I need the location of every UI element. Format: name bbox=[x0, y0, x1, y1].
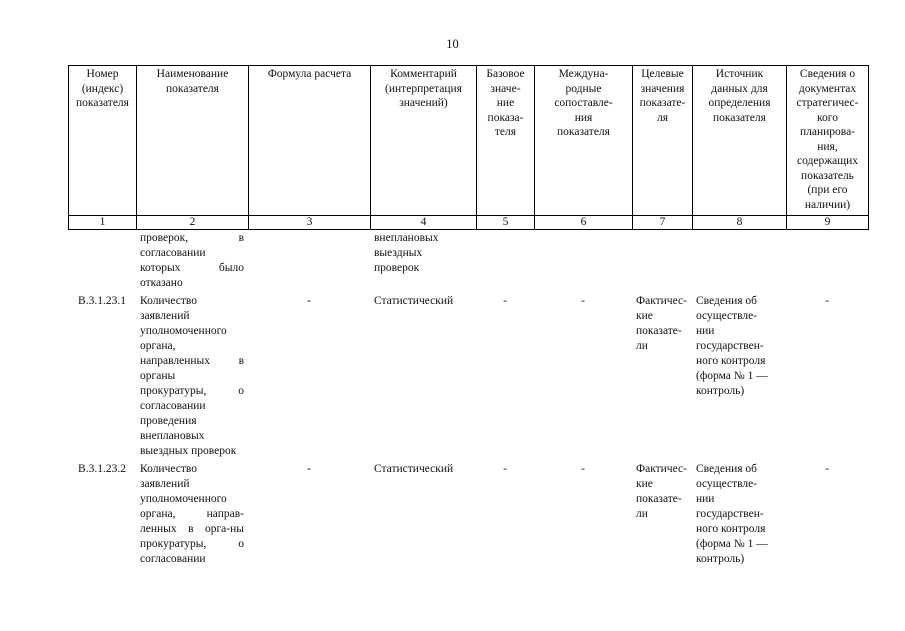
indicator-code: В.3.1.23.1 bbox=[78, 295, 126, 307]
indicator-documents: - bbox=[825, 295, 829, 307]
header-base-value: Базовое значе- ние показа- теля bbox=[477, 66, 535, 216]
indicator-international: - bbox=[581, 463, 585, 475]
column-number: 7 bbox=[633, 216, 693, 230]
indicator-international: - bbox=[581, 295, 585, 307]
page-number: 10 bbox=[446, 37, 459, 51]
column-number: 4 bbox=[371, 216, 477, 230]
continuation-comment: внеплановых выездных проверок bbox=[374, 232, 439, 274]
column-number: 1 bbox=[69, 216, 137, 230]
indicator-comment: Статистический bbox=[374, 463, 454, 475]
indicator-documents: - bbox=[825, 463, 829, 475]
indicator-code: В.3.1.23.2 bbox=[78, 463, 126, 475]
column-number: 2 bbox=[137, 216, 249, 230]
indicator-formula: - bbox=[307, 295, 311, 307]
column-number: 6 bbox=[535, 216, 633, 230]
indicator-source: Сведения об осуществле- нии государствен- ного контроля (форма № 1 — контроль) bbox=[696, 463, 768, 565]
indicator-table-header bbox=[68, 65, 869, 230]
continuation-row bbox=[68, 231, 868, 291]
header-index: Номер (индекс) показателя bbox=[69, 66, 137, 216]
indicator-name: Количество заявлений уполномоченного органа, направленных в органы прокуратуры, о согласовании проведения внеплановых выездных проверок bbox=[140, 295, 244, 457]
continuation-name: проверок, в согласовании которых было отказано bbox=[140, 232, 244, 289]
column-number: 9 bbox=[787, 216, 869, 230]
header-target: Целевые значения показате- ля bbox=[633, 66, 693, 216]
header-comment: Комментарий (интерпретация значений) bbox=[371, 66, 477, 216]
indicator-comment: Статистический bbox=[374, 295, 454, 307]
indicator-base-value: - bbox=[503, 463, 507, 475]
column-number: 5 bbox=[477, 216, 535, 230]
indicator-formula: - bbox=[307, 463, 311, 475]
column-number: 8 bbox=[693, 216, 787, 230]
header-documents: Сведения о документах стратегичес- кого планирова- ния, содержащих показатель (при его наличии) bbox=[787, 66, 869, 216]
indicator-table-body bbox=[68, 231, 868, 567]
column-number: 3 bbox=[249, 216, 371, 230]
indicator-source: Сведения об осуществле- нии государствен- ного контроля (форма № 1 — контроль) bbox=[696, 295, 768, 397]
indicator-name: Количество заявлений уполномоченного органа, направ-ленных в орга-ны прокуратуры, о согласовании bbox=[140, 463, 244, 565]
table-row bbox=[68, 294, 868, 459]
indicator-target: Фактичес- кие показате- ли bbox=[636, 295, 687, 352]
table-row bbox=[68, 462, 868, 567]
indicator-base-value: - bbox=[503, 295, 507, 307]
header-source: Источник данных для определения показателя bbox=[693, 66, 787, 216]
header-formula: Формула расчета bbox=[249, 66, 371, 216]
header-name: Наименование показателя bbox=[137, 66, 249, 216]
indicator-target: Фактичес- кие показате- ли bbox=[636, 463, 687, 520]
header-international: Междуна- родные сопоставле- ния показателя bbox=[535, 66, 633, 216]
